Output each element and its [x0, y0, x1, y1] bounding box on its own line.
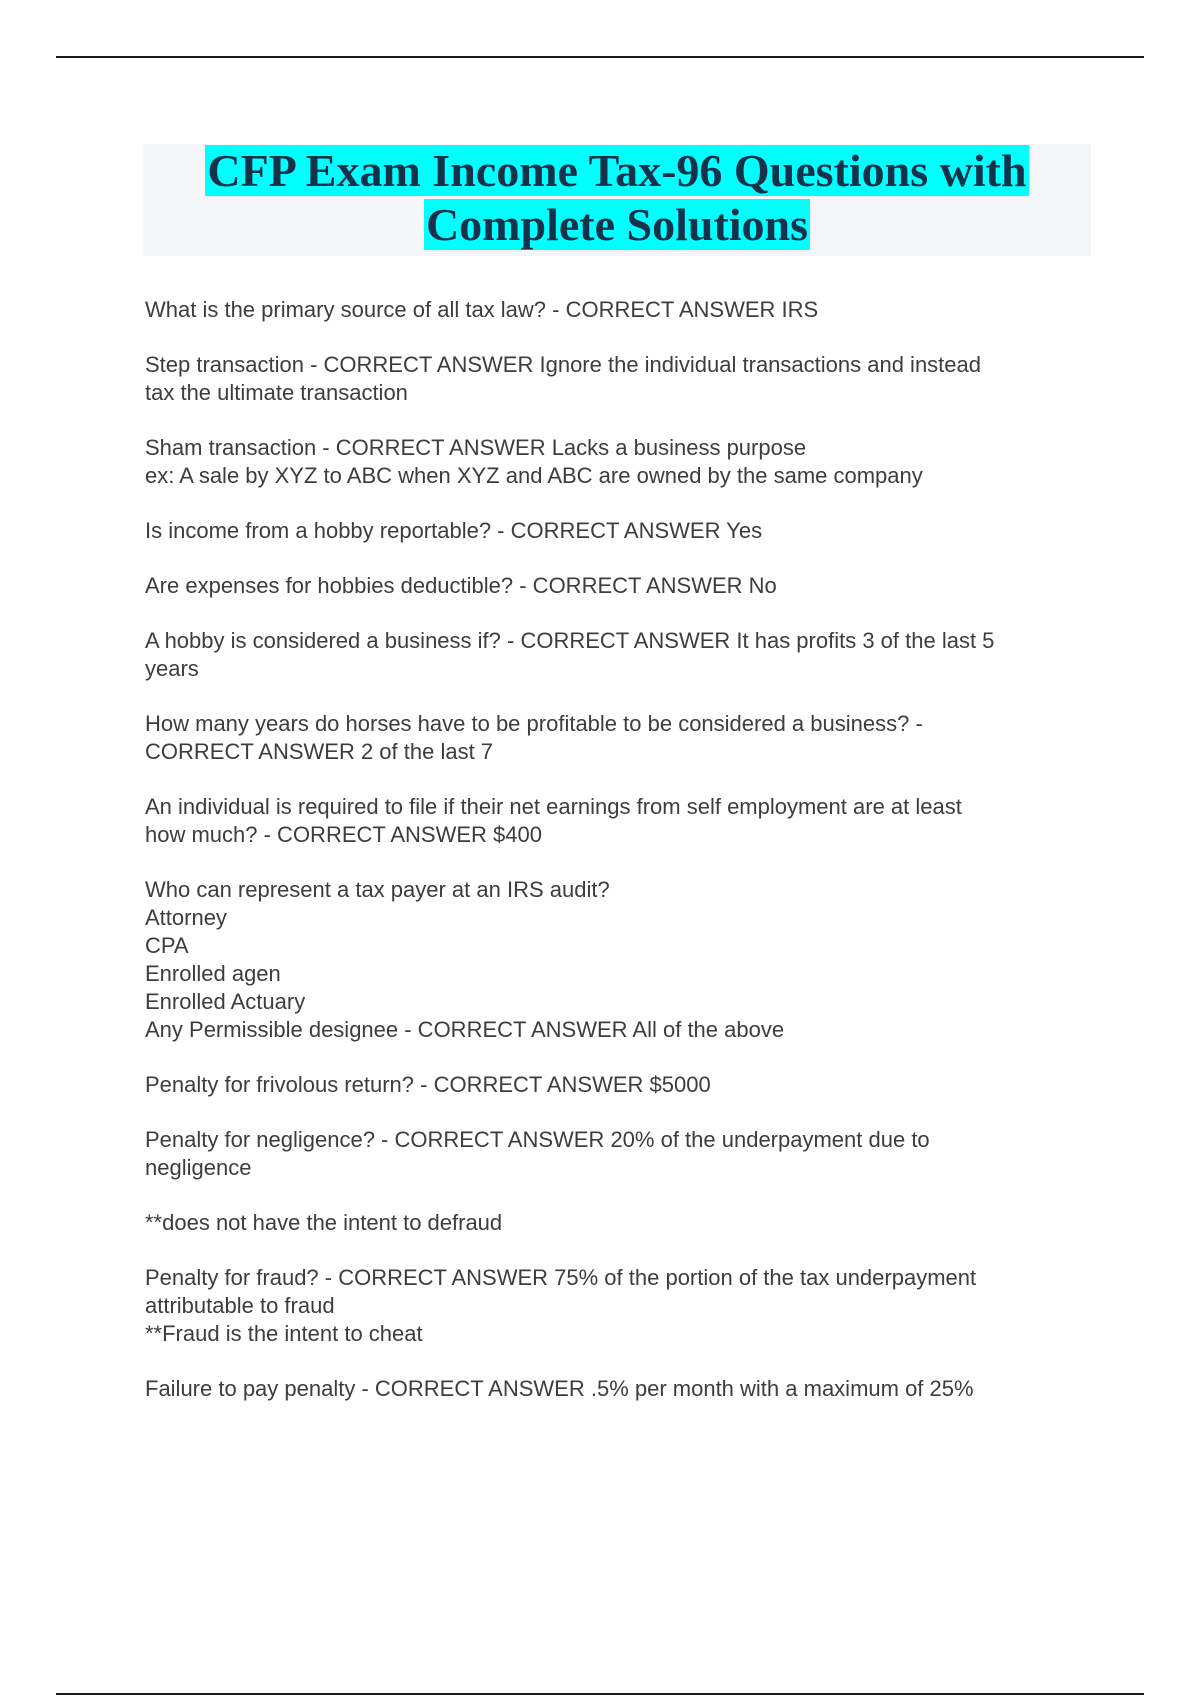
qa-item — [145, 296, 1100, 324]
qa-line: negligence — [145, 1155, 252, 1180]
qa-item — [145, 1071, 1100, 1099]
qa-line: Penalty for frivolous return? - CORRECT ANSWER $5000 — [145, 1072, 711, 1097]
qa-item — [145, 1126, 1100, 1182]
qa-item — [145, 627, 1100, 683]
top-rule — [56, 56, 1144, 58]
qa-item — [145, 517, 1100, 545]
qa-line: Who can represent a tax payer at an IRS audit? — [145, 877, 610, 902]
qa-line: Are expenses for hobbies deductible? - CORRECT ANSWER No — [145, 573, 777, 598]
qa-line: Penalty for fraud? - CORRECT ANSWER 75% of the portion of the tax underpayment — [145, 1265, 977, 1290]
qa-line: tax the ultimate transaction — [145, 380, 408, 405]
qa-line: An individual is required to file if their net earnings from self employment are at least — [145, 794, 962, 819]
qa-line: ex: A sale by XYZ to ABC when XYZ and ABC are owned by the same company — [145, 463, 923, 488]
qa-line: Attorney — [145, 905, 227, 930]
bottom-rule — [56, 1693, 1144, 1695]
qa-line: Enrolled Actuary — [145, 989, 306, 1014]
qa-item — [145, 572, 1100, 600]
title-line-1: CFP Exam Income Tax-96 Questions with — [207, 145, 1027, 196]
qa-line: Sham transaction - CORRECT ANSWER Lacks a business purpose — [145, 435, 807, 460]
qa-item — [145, 710, 1100, 766]
qa-item — [145, 876, 1100, 1044]
qa-line: attributable to fraud — [145, 1293, 335, 1318]
qa-line: **does not have the intent to defraud — [145, 1210, 503, 1235]
qa-item — [145, 793, 1100, 849]
document-title — [143, 144, 1091, 256]
qa-list — [145, 296, 1100, 1430]
qa-item — [145, 1209, 1100, 1237]
qa-line: A hobby is considered a business if? - CORRECT ANSWER It has profits 3 of the last 5 — [145, 628, 995, 653]
qa-line: Is income from a hobby reportable? - CORRECT ANSWER Yes — [145, 518, 763, 543]
qa-line: how much? - CORRECT ANSWER $400 — [145, 822, 542, 847]
qa-item — [145, 1264, 1100, 1348]
qa-line: CORRECT ANSWER 2 of the last 7 — [145, 739, 494, 764]
qa-item — [145, 1375, 1100, 1403]
qa-line: CPA — [145, 933, 189, 958]
qa-line: How many years do horses have to be profitable to be considered a business? - — [145, 711, 923, 736]
qa-line: **Fraud is the intent to cheat — [145, 1321, 423, 1346]
qa-line: Step transaction - CORRECT ANSWER Ignore the individual transactions and instead — [145, 352, 981, 377]
qa-line: Failure to pay penalty - CORRECT ANSWER .5% per month with a maximum of 25% — [145, 1376, 974, 1401]
qa-line: What is the primary source of all tax law? - CORRECT ANSWER IRS — [145, 297, 819, 322]
qa-line: Enrolled agen — [145, 961, 281, 986]
qa-line: Any Permissible designee - CORRECT ANSWER All of the above — [145, 1017, 785, 1042]
qa-item — [145, 434, 1100, 490]
qa-line: years — [145, 656, 199, 681]
qa-item — [145, 351, 1100, 407]
title-line-2: Complete Solutions — [425, 199, 809, 250]
qa-line: Penalty for negligence? - CORRECT ANSWER 20% of the underpayment due to — [145, 1127, 930, 1152]
